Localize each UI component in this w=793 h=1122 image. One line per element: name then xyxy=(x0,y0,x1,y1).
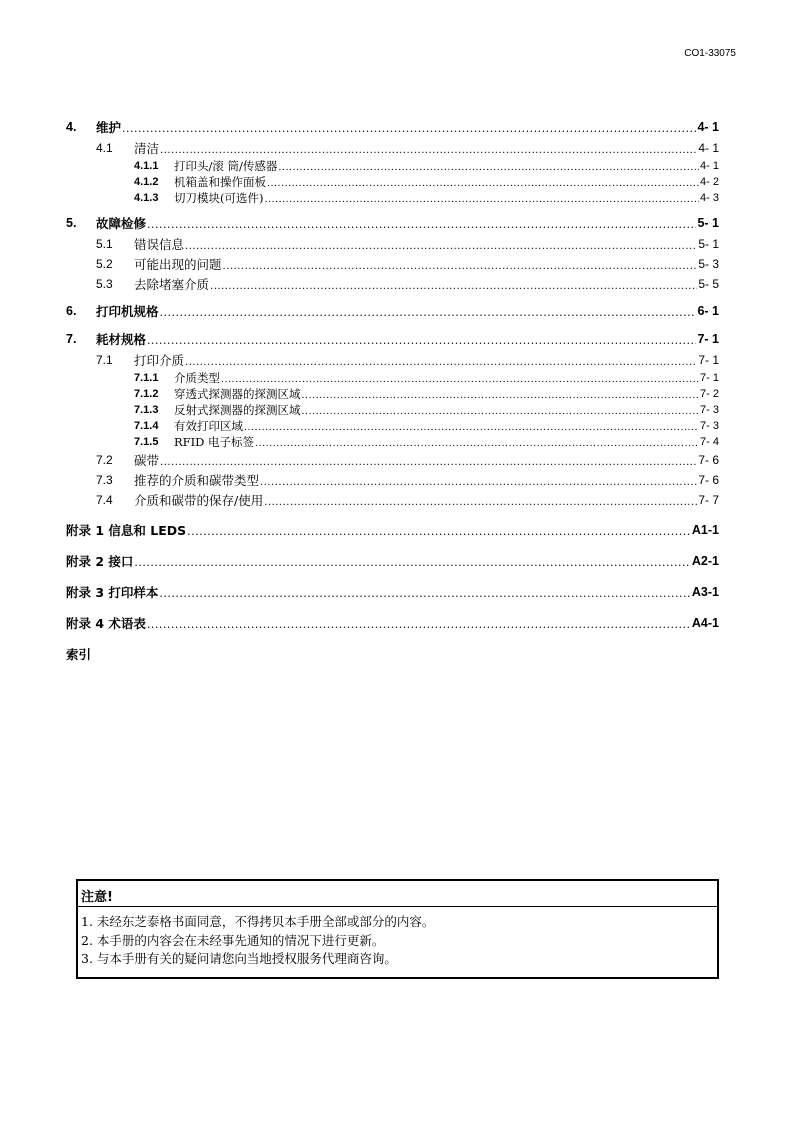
toc-page: 7- 2 xyxy=(700,388,719,400)
toc-page: A1-1 xyxy=(691,523,719,537)
toc-leader xyxy=(160,141,697,156)
toc-number: 4.1.1 xyxy=(134,160,159,172)
toc-number: 7.1.4 xyxy=(134,420,159,432)
toc-section-7-1-5[interactable] xyxy=(66,434,719,450)
toc-title: 切刀模块(可选件) xyxy=(174,191,264,205)
notice-list xyxy=(81,913,434,969)
toc-leader xyxy=(160,453,697,468)
toc-page: 5- 1 xyxy=(697,216,719,230)
toc-appendix-1[interactable] xyxy=(66,519,719,541)
toc-number: 7.1.1 xyxy=(134,372,159,384)
toc-section-7-1[interactable] xyxy=(66,350,719,370)
toc-page: A2-1 xyxy=(691,554,719,568)
toc-section-7-4[interactable] xyxy=(66,490,719,510)
toc-section-7-3[interactable] xyxy=(66,470,719,490)
toc-title: 介质类型 xyxy=(174,371,220,385)
notice-item: 2. 本手册的内容会在未经事先通知的情况下进行更新。 xyxy=(81,932,385,948)
toc-title: 附录 4 术语表 xyxy=(66,616,146,631)
toc-leader xyxy=(223,257,698,272)
toc-page: A4-1 xyxy=(691,616,719,630)
toc-leader xyxy=(302,403,700,417)
toc-title: 附录 2 接口 xyxy=(66,554,134,569)
toc-number: 4.1 xyxy=(96,141,113,155)
toc-page: 7- 3 xyxy=(700,420,719,432)
toc-index[interactable] xyxy=(66,643,719,665)
toc-number: 4. xyxy=(66,120,77,134)
toc-page: 7- 1 xyxy=(698,353,719,367)
toc-title: 打印机规格 xyxy=(96,304,159,319)
toc-leader xyxy=(244,419,699,433)
toc-title: 清洁 xyxy=(134,141,160,156)
toc-title: 穿透式探测器的探测区域 xyxy=(174,387,301,401)
toc-leader xyxy=(122,120,696,135)
toc-chapter-6[interactable] xyxy=(66,300,719,322)
toc-title: 去除堵塞介质 xyxy=(134,277,210,292)
toc-leader xyxy=(185,237,697,252)
toc-leader xyxy=(267,175,699,189)
toc-number: 7.1.2 xyxy=(134,388,159,400)
document-code: CO1-33075 xyxy=(684,48,736,59)
toc-section-5-3[interactable] xyxy=(66,274,719,294)
toc-chapter-7[interactable] xyxy=(66,328,719,350)
toc-section-7-1-1[interactable] xyxy=(66,370,719,386)
toc-page: 4- 2 xyxy=(700,176,719,188)
toc-number: 7.1 xyxy=(96,353,113,367)
table-of-contents xyxy=(66,116,719,665)
toc-page: 7- 1 xyxy=(697,332,719,346)
notice-title: 注意! xyxy=(81,890,113,905)
toc-appendix-3[interactable] xyxy=(66,581,719,603)
toc-chapter-4[interactable] xyxy=(66,116,719,138)
toc-leader xyxy=(221,371,699,385)
toc-title: 有效打印区域 xyxy=(174,419,243,433)
toc-title: 可能出现的问题 xyxy=(134,257,222,272)
toc-section-7-1-3[interactable] xyxy=(66,402,719,418)
toc-number: 7.2 xyxy=(96,453,113,467)
toc-leader xyxy=(210,277,697,292)
toc-number: 4.1.3 xyxy=(134,192,159,204)
toc-section-4-1-2[interactable] xyxy=(66,174,719,190)
toc-leader xyxy=(278,159,699,173)
toc-number: 5.2 xyxy=(96,257,113,271)
notice-divider xyxy=(78,906,717,907)
toc-leader xyxy=(147,616,691,631)
toc-leader xyxy=(134,554,691,569)
toc-appendix-4[interactable] xyxy=(66,612,719,634)
toc-chapter-5[interactable] xyxy=(66,212,719,234)
toc-page: 7- 6 xyxy=(698,453,719,467)
toc-page: 4- 1 xyxy=(697,120,719,134)
toc-title: RFID 电子标签 xyxy=(174,435,255,449)
toc-title: 错误信息 xyxy=(134,237,185,252)
toc-page: 7- 4 xyxy=(700,436,719,448)
notice-item: 1. 未经东芝泰格书面同意，不得拷贝本手册全部或部分的内容。 xyxy=(81,914,435,929)
toc-leader xyxy=(302,387,700,401)
toc-leader xyxy=(255,435,699,449)
toc-number: 6. xyxy=(66,304,77,318)
toc-number: 5. xyxy=(66,216,77,230)
toc-number: 7.1.3 xyxy=(134,404,159,416)
toc-page: 4- 3 xyxy=(700,192,719,204)
toc-page: 7- 1 xyxy=(700,372,719,384)
toc-page: 5- 1 xyxy=(698,237,719,251)
toc-leader xyxy=(264,191,699,205)
toc-leader xyxy=(264,493,697,508)
toc-title: 推荐的介质和碳带类型 xyxy=(134,473,260,488)
toc-leader xyxy=(147,332,696,347)
toc-page: 7- 6 xyxy=(698,473,719,487)
toc-page: 5- 3 xyxy=(698,257,719,271)
toc-section-4-1-3[interactable] xyxy=(66,190,719,206)
toc-title: 机箱盖和操作面板 xyxy=(174,175,266,189)
toc-leader xyxy=(159,585,691,600)
toc-title: 介质和碳带的保存/使用 xyxy=(134,493,264,508)
toc-page: 4- 1 xyxy=(700,160,719,172)
toc-page: 7- 7 xyxy=(698,493,719,507)
toc-title: 反射式探测器的探测区域 xyxy=(174,403,301,417)
toc-title: 打印介质 xyxy=(134,353,185,368)
toc-number: 7.1.5 xyxy=(134,436,159,448)
toc-leader xyxy=(260,473,697,488)
toc-title: 故障检修 xyxy=(96,216,147,231)
toc-number: 4.1.2 xyxy=(134,176,159,188)
toc-page: 6- 1 xyxy=(697,304,719,318)
toc-section-7-1-2[interactable] xyxy=(66,386,719,402)
toc-title: 耗材规格 xyxy=(96,332,147,347)
toc-title: 碳带 xyxy=(134,453,160,468)
toc-section-4-1-1[interactable] xyxy=(66,158,719,174)
toc-leader xyxy=(160,304,697,319)
toc-title: 维护 xyxy=(96,120,122,135)
toc-section-5-1[interactable] xyxy=(66,234,719,254)
toc-leader xyxy=(147,216,696,231)
toc-leader xyxy=(185,353,697,368)
toc-section-5-2[interactable] xyxy=(66,254,719,274)
notice-box xyxy=(76,879,719,979)
toc-appendix-2[interactable] xyxy=(66,550,719,572)
toc-page: 7- 3 xyxy=(700,404,719,416)
toc-number: 7.4 xyxy=(96,493,113,507)
toc-section-7-1-4[interactable] xyxy=(66,418,719,434)
toc-number: 7. xyxy=(66,332,77,346)
toc-title: 附录 3 打印样本 xyxy=(66,585,159,600)
toc-title: 索引 xyxy=(66,647,92,662)
toc-title: 打印头/滚 筒/传感器 xyxy=(174,159,278,173)
toc-page: 4- 1 xyxy=(698,141,719,155)
toc-page: 5- 5 xyxy=(698,277,719,291)
toc-number: 5.1 xyxy=(96,237,113,251)
toc-title: 附录 1 信息和 LEDS xyxy=(66,523,187,538)
toc-leader xyxy=(187,523,691,538)
toc-page: A3-1 xyxy=(691,585,719,599)
toc-section-7-2[interactable] xyxy=(66,450,719,470)
toc-number: 5.3 xyxy=(96,277,113,291)
toc-section-4-1[interactable] xyxy=(66,138,719,158)
notice-item: 3. 与本手册有关的疑问请您向当地授权服务代理商咨询。 xyxy=(81,951,397,966)
toc-number: 7.3 xyxy=(96,473,113,487)
